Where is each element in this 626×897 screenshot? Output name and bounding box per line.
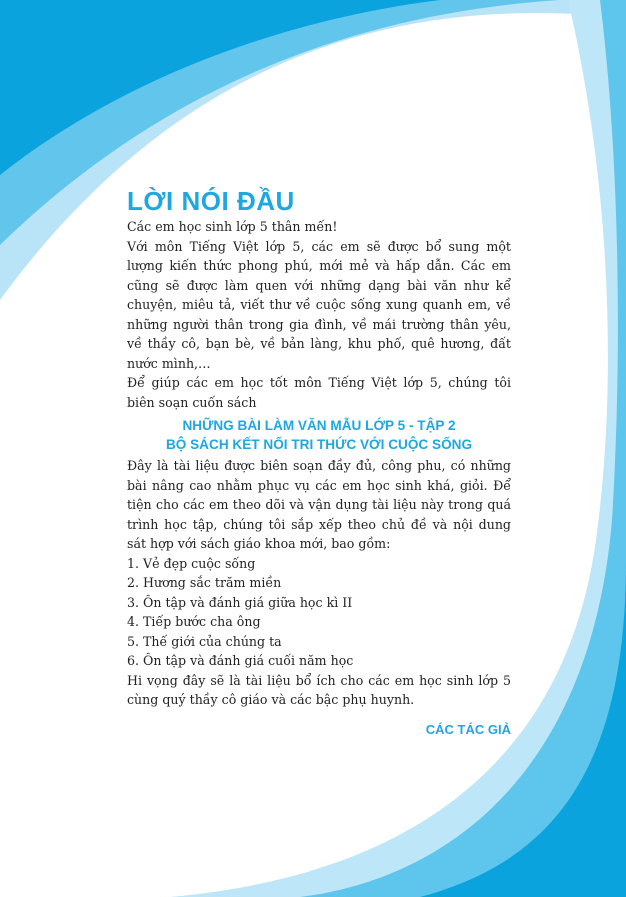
closing-paragraph: Hi vọng đây sẽ là tài liệu bổ ích cho các em học sinh lớp 5 cùng quý thầy cô giáo và các bậc phụ huynh. <box>127 672 511 707</box>
topic-item: 3. Ôn tập và đánh giá giữa học kì II <box>127 594 353 610</box>
topic-item: 1. Vẻ đẹp cuộc sống <box>127 555 256 571</box>
preface-content <box>127 186 511 739</box>
authors-signature: CÁC TÁC GIẢ <box>425 721 511 737</box>
description-paragraph: Đây là tài liệu được biên soạn đầy đủ, công phu, có những bài nâng cao nhằm phục vụ các em học sinh khá, giỏi. Để tiện cho các em theo dõi và vận dụng tài liệu này trong quá trình học tập, chúng tôi sắp xếp theo chủ đề và nội dung sát hợp với sách giáo khoa mới, bao gồm: <box>127 458 511 551</box>
greeting: Các em học sinh lớp 5 thân mến! <box>127 219 338 234</box>
book-title-line-1: NHỮNG BÀI LÀM VĂN MẪU LỚP 5 - TẬP 2 <box>182 418 456 433</box>
topic-item: 6. Ôn tập và đánh giá cuối năm học <box>127 653 354 668</box>
book-title <box>127 416 511 454</box>
intro-paragraph: Với môn Tiếng Việt lớp 5, các em sẽ được bổ sung một lượng kiến thức phong phú, mới mẻ và hấp dẫn. Các em cũng sẽ được làm quen với những dạng bài văn như kể chuyện, miêu tả, viết thư về cuộc sống xung quanh em, về những người thân trong gia đình, về mái trường thân yêu, về thầy cô, bạn bè, về bản làng, khu phố, quê hương, đất nước mình,… <box>127 238 511 371</box>
topic-item: 2. Hương sắc trăm miền <box>127 575 282 590</box>
purpose-paragraph: Để giúp các em học tốt môn Tiếng Việt lớp 5, chúng tôi biên soạn cuốn sách <box>127 375 511 410</box>
topic-item: 4. Tiếp bước cha ông <box>127 614 261 629</box>
page-title: LỜI NÓI ĐẦU <box>127 186 295 216</box>
topic-list <box>127 554 511 671</box>
topic-item: 5. Thế giới của chúng ta <box>127 633 282 649</box>
book-title-line-2: BỘ SÁCH KẾT NỐI TRI THỨC VỚI CUỘC SỐNG <box>165 437 473 452</box>
